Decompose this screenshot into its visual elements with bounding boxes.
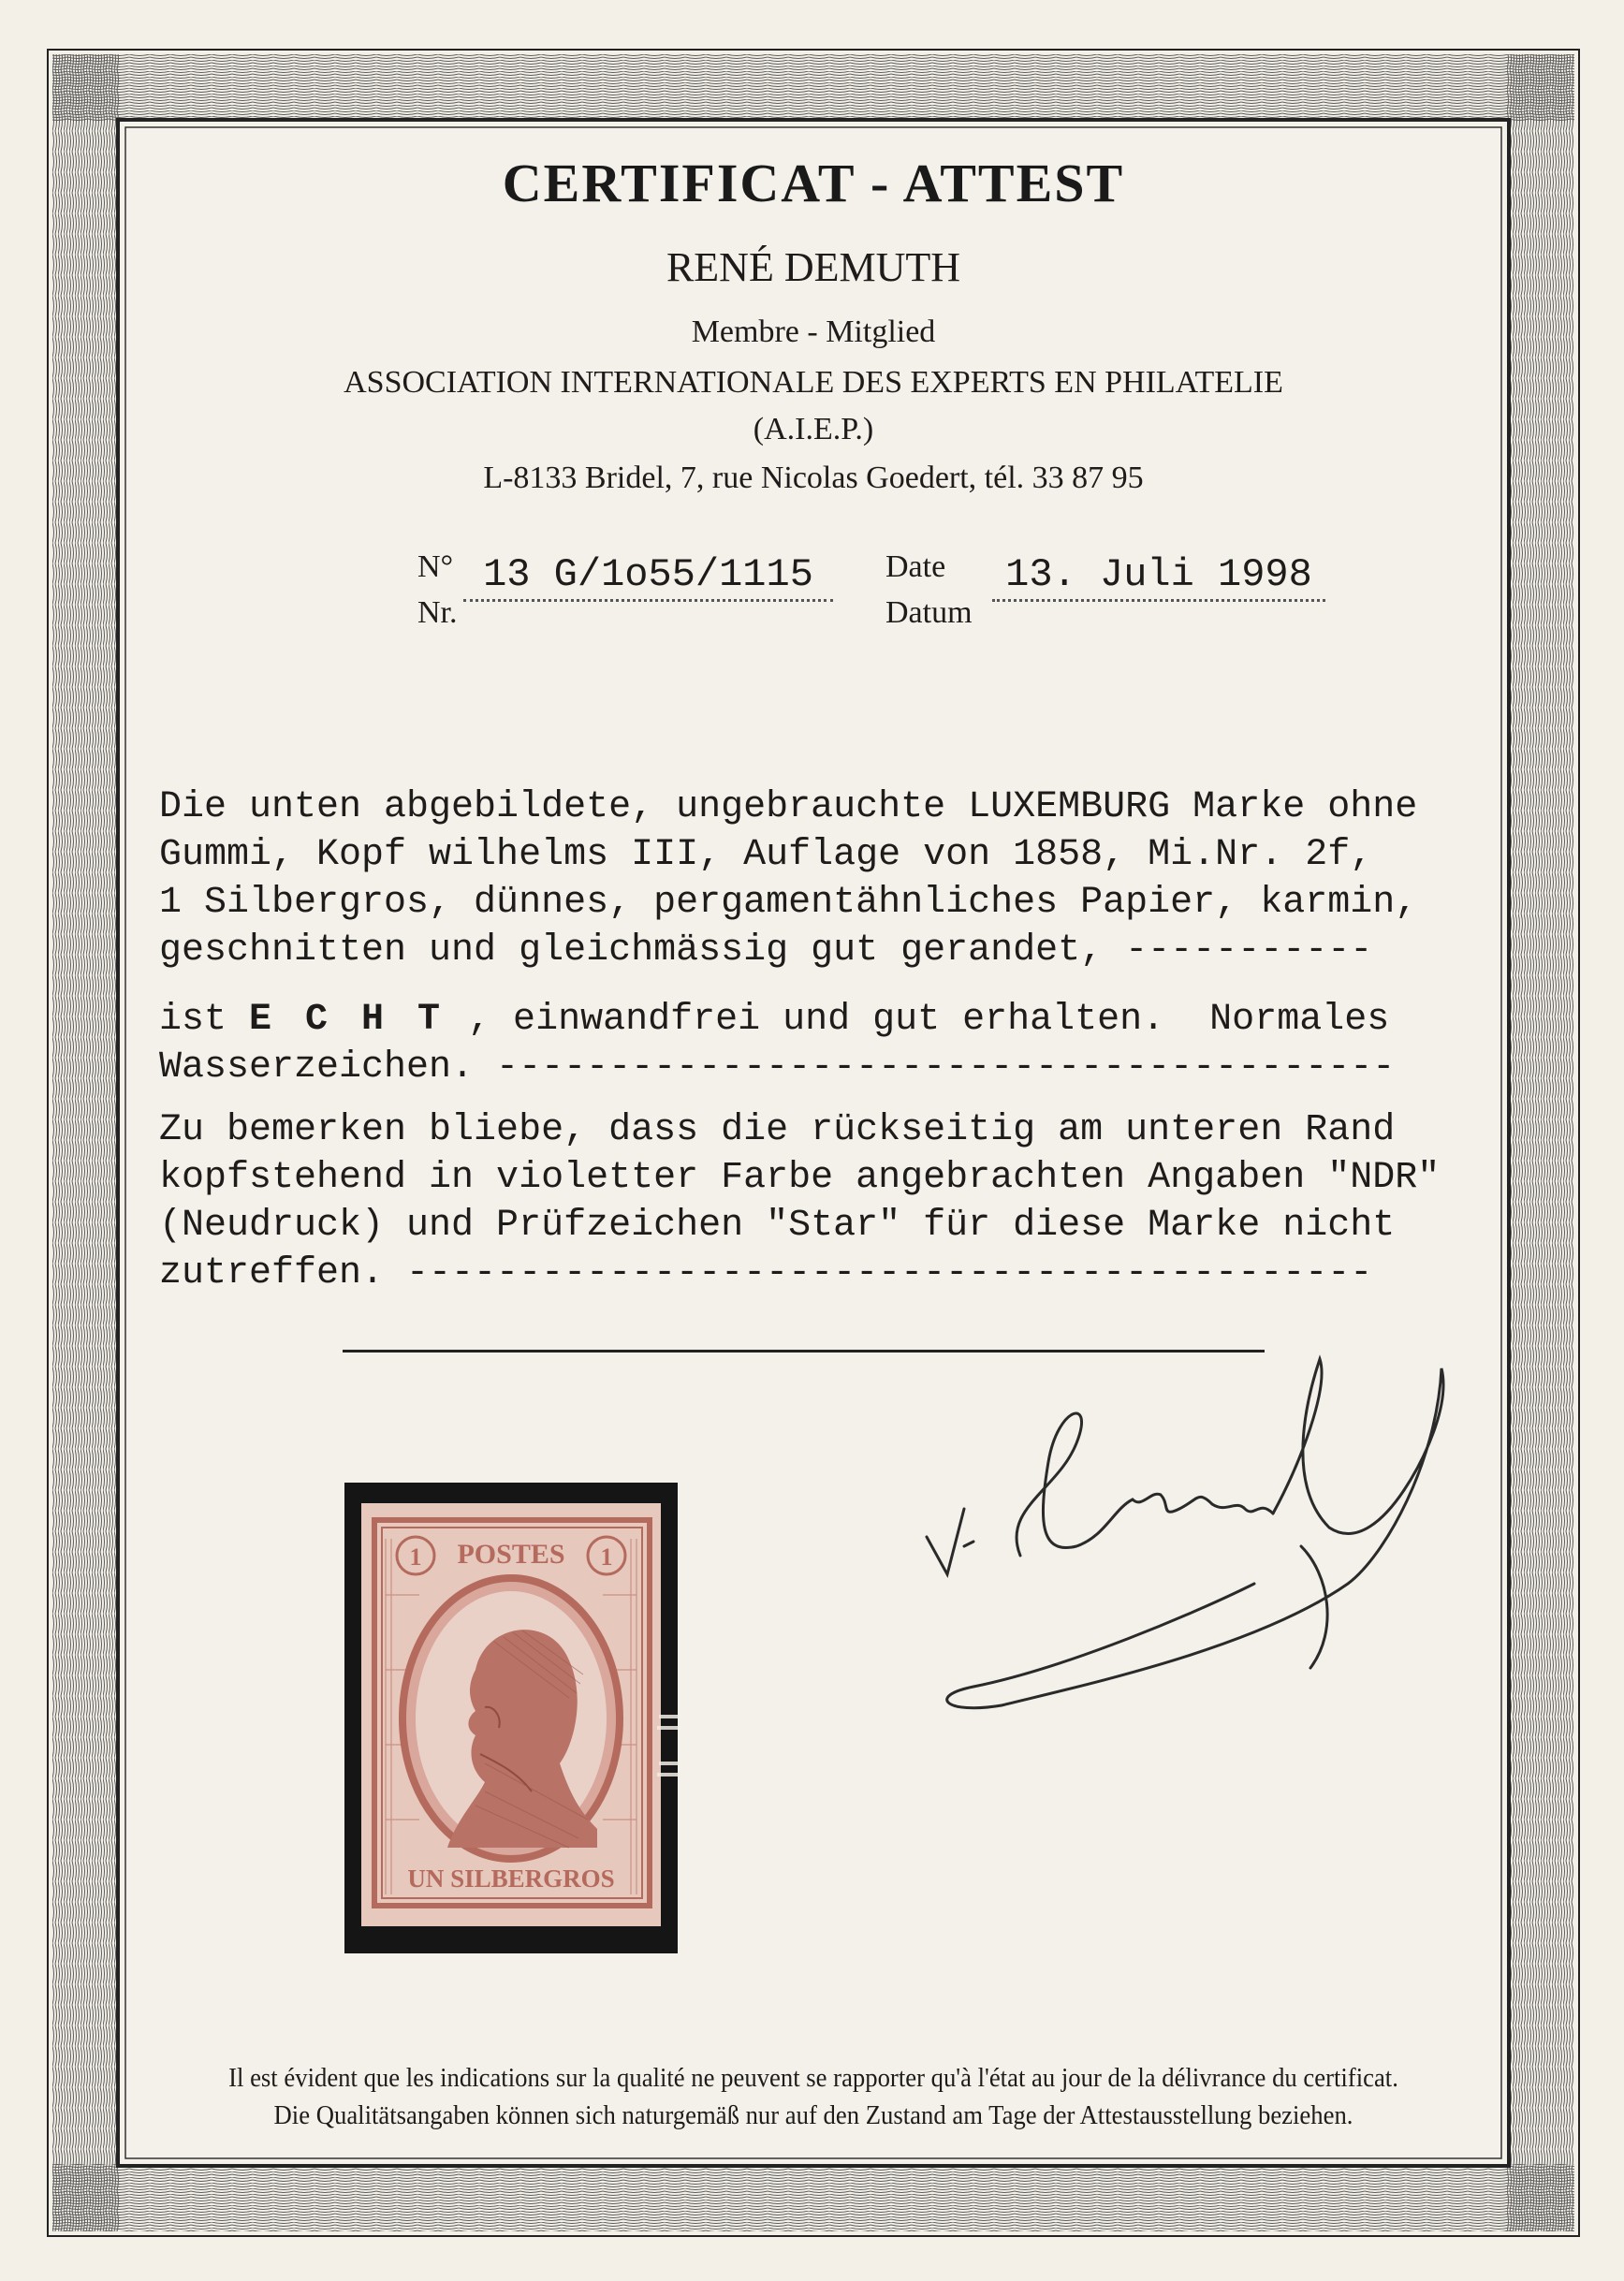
verdict-prefix: ist (159, 999, 250, 1041)
description-line-2: Gummi, Kopf wilhelms III, Auflage von 1858, Mi.Nr. 2f, (159, 834, 1373, 876)
expert-address: L-8133 Bridel, 7, rue Nicolas Goedert, tél. 33 87 95 (483, 461, 1144, 495)
description-line-4: geschnitten und gleichmässig gut gerandet, ----------- (159, 929, 1373, 972)
verdict-suffix: , einwandfrei und gut erhalten. Normales (446, 999, 1390, 1041)
membership-label: Membre - Mitglied (691, 314, 936, 349)
certificate-date: 13. Juli 1998 (992, 552, 1325, 602)
date-label-de: Datum (885, 595, 973, 630)
number-label-fr: N° (417, 549, 454, 584)
remark-line-3: (Neudruck) und Prüfzeichen "Star" für diese Marke nicht (159, 1205, 1396, 1247)
certificate-content (122, 124, 1505, 2162)
footer-disclaimer-de: Die Qualitätsangaben können sich naturgemäß nur auf den Zustand am Tage der Attestausstellung beziehen. (273, 2100, 1353, 2130)
remark-line-2: kopfstehend in violetter Farbe angebrachten Angaben "NDR" (159, 1157, 1441, 1199)
remark-line-4: zutreffen. ------------------------------------------- (159, 1252, 1373, 1294)
description-paragraph (159, 783, 1488, 974)
remark-line-1: Zu bemerken bliebe, dass die rückseitig am unteren Rand (159, 1109, 1396, 1151)
description-line-1: Die unten abgebildete, ungebrauchte LUXEMBURG Marke ohne (159, 786, 1418, 828)
stamp-bottom-text: UN SILBERGROS (407, 1864, 615, 1893)
verdict-genuine: E C H T (249, 999, 446, 1041)
remark-paragraph (159, 1106, 1488, 1297)
date-label-fr: Date (885, 549, 946, 584)
certificate-title: CERTIFICAT - ATTEST (502, 153, 1125, 213)
description-line-3: 1 Silbergros, dünnes, pergamentähnliches Papier, karmin, (159, 882, 1418, 924)
association-abbreviation: (A.I.E.P.) (753, 412, 874, 446)
stamp-value-right: 1 (600, 1543, 613, 1571)
stamp-value-left: 1 (409, 1543, 422, 1571)
verdict-paragraph (159, 996, 1488, 1091)
stamp-top-text: POSTES (457, 1539, 565, 1570)
certificate-number: 13 G/1o55/1115 (463, 552, 833, 602)
postage-stamp-image (344, 1483, 678, 1953)
expert-signature (861, 1275, 1498, 1762)
association-name: ASSOCIATION INTERNATIONALE DES EXPERTS EN PHILATELIE (344, 365, 1283, 400)
verdict-line-2: Wasserzeichen. ---------------------------------------- (159, 1046, 1396, 1089)
expert-name: RENÉ DEMUTH (666, 244, 961, 290)
number-label-de: Nr. (417, 595, 458, 630)
footer-disclaimer-fr: Il est évident que les indications sur la qualité ne peuvent se rapporter qu'à l'état au jour de la délivrance du certificat. (228, 2063, 1398, 2093)
